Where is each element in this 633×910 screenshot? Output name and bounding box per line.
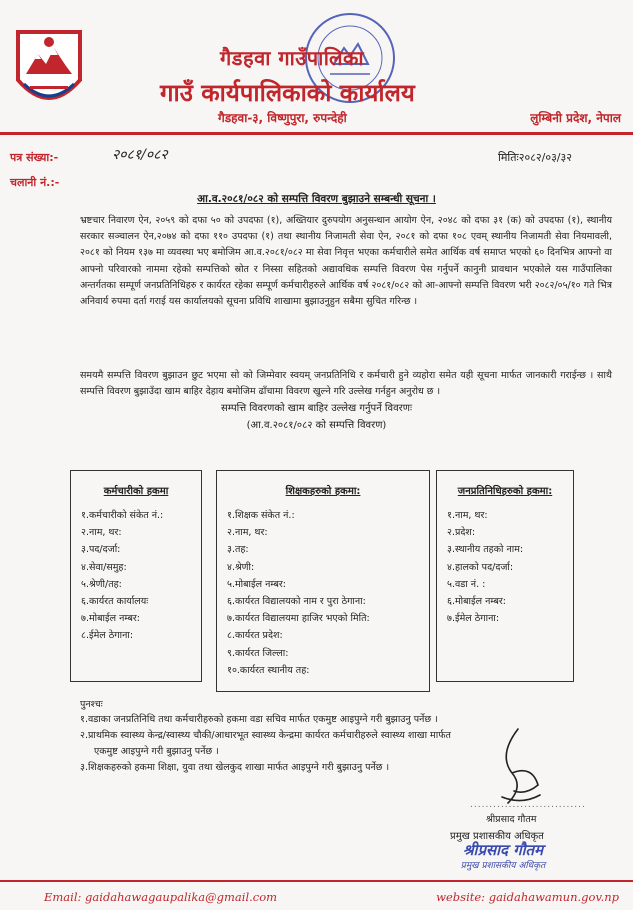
- note-1: १.वडाका जनप्रतिनिधि तथा कर्मचारीहरुको हकमा वडा सचिव मार्फत एकमुष्ट आइपुग्ने गरी बुझाउनु पर्नेछ ।: [80, 714, 438, 725]
- office-address: गैडहवा-३, विष्णुपुरा, रुपन्देही: [218, 111, 347, 125]
- staff-field-list: [71, 507, 201, 645]
- footer-website: website: gaidahawamun.gov.np: [436, 890, 619, 904]
- letter-date: मितिः२०८२/०३/३२: [498, 151, 572, 164]
- signature-line: ..............................: [470, 800, 586, 810]
- list-item: ५.वडा नं. :: [447, 578, 486, 590]
- staff-details-box: [70, 470, 202, 682]
- note-3: ३.शिक्षकहरुको हकमा शिक्षा, युवा तथा खेलकुद शाखा मार्फत आइपुग्ने गरी बुझाउनु पर्नेछ ।: [80, 762, 390, 773]
- list-item: ५.श्रेणी/तह:: [81, 578, 122, 590]
- list-item: ४.श्रेणी:: [227, 561, 255, 573]
- teacher-field-list: [217, 507, 429, 679]
- list-item: ६.कार्यरत विद्यालयको नाम र पुरा ठेगाना:: [227, 595, 366, 607]
- province-country: लुम्बिनी प्रदेश, नेपाल: [530, 111, 621, 125]
- staff-box-title: कर्मचारीको हकमा: [103, 486, 169, 497]
- list-item: ५.मोबाईल नम्बर:: [227, 578, 286, 590]
- list-item: ६.मोबाईल नम्बर:: [447, 595, 506, 607]
- list-item: ३.पद/दर्जा:: [81, 544, 121, 556]
- notice-subject: आ.व.२०८१/०८२ को सम्पत्ति विवरण बुझाउने सम्बन्धी सूचना ।: [197, 193, 436, 205]
- footer-email: Email: gaidahawagaupalika@gmail.com: [44, 890, 278, 904]
- list-item: ७.कार्यरत विद्यालयमा हाजिर भएको मिति:: [227, 613, 370, 625]
- list-item: ८.ईमेल ठेगाना:: [81, 630, 134, 642]
- list-item: ७.मोबाईल नम्बर:: [81, 613, 140, 625]
- list-item: ४.सेवा/समुह:: [81, 561, 127, 573]
- footer-divider: [0, 880, 633, 882]
- reference-number-value: २०८१/०८२: [112, 147, 168, 163]
- note-2: २.प्राथमिक स्वास्थ्य केन्द्र/स्वास्थ्य चौकी/आधारभूत स्वास्थ्य केन्द्रमा कार्यरत कर्मचारीहरुले स्वास्थ्य शाखा मार्फत: [80, 730, 451, 741]
- list-item: ६.कार्यरत कार्यालयः: [81, 595, 149, 607]
- dispatch-number-label: चलानी नं.:-: [10, 176, 60, 189]
- list-item: २.नाम, थर:: [227, 527, 268, 539]
- list-item: १.नाम, थर:: [447, 510, 488, 521]
- body-paragraph-1: भ्रष्टचार निवारण ऐन, २०५९ को दफा ५० को उपदफा (१), अख्तियार दुरुपयोग अनुसन्धान आयोग ऐन, २०४८ को दफा ३१ (क) को उपदफा (१), स्थानीय सरकार सञ्चालन ऐन,२०७४ को दफा ११० उपदफा (१) तथा स्थानीय निजामती सेवा ऐन, २०८१ को दफा १०८ एवम् स्थानीय निजामती सेवा नियमावली, २०८१ को नियम १३७ मा व्यवस्था भए बमोजिम आ.व.२०८१/०८२ मा सेवा निवृत्त भएका कर्मचारीले समेत आर्थिक वर्ष समाप्त भएको ६० दिनभित्र आफ्नो वा आफ्नो परिवारको नाममा रहेको सम्पत्तिको स्रोत र निस्सा सहितको अद्यावधिक सम्पत्ति विवरण पेस गर्नुपर्ने कानुनी प्रावधान भएकोले यस गाउँपालिका अन्तर्गतका सम्पूर्ण जनप्रतिनिधिहरु र कार्यरत रहेका सम्पूर्ण कर्मचारीहरुले आर्थिक वर्ष २०८१/०८२ को आ-आफ्नो सम्पत्ति विवरण भरी २०८२/०५/१० गते भित्र अनिवार्य रुपमा दर्ता गराई यस कार्यालयको सूचना प्रविधि शाखामा बुझाउनुहुन सबैमा सुचित गरिन्छ ।: [80, 215, 612, 308]
- nepal-government-emblem-icon: [8, 24, 90, 116]
- list-item: ४.हालको पद/दर्जा:: [447, 561, 514, 573]
- envelope-instruction: सम्पत्ति विवरणको खाम बाहिर उल्लेख गर्नुपर्ने विवरणः: [221, 403, 412, 414]
- list-item: १.शिक्षक संकेत नं.:: [227, 510, 295, 521]
- envelope-fiscal-year: (आ.व.२०८१/०८२ को सम्पत्ति विवरण): [246, 420, 387, 431]
- header-divider: [0, 132, 633, 135]
- signer-designation: प्रमुख प्रशासकीय अधिकृत: [450, 831, 544, 842]
- postscript-heading: पुनश्चः: [80, 699, 103, 710]
- office-name: गाउँ कार्यपालिकाको कार्यालय: [160, 79, 415, 107]
- list-item: ८.कार्यरत प्रदेश:: [227, 630, 283, 642]
- teacher-box-title: शिक्षकहरुको हकमा:: [285, 486, 361, 497]
- note-2-continued: एकमुष्ट आइपुग्ने गरी बुझाउनु पर्नेछ ।: [94, 746, 219, 757]
- teacher-details-box: [216, 470, 430, 692]
- representative-field-list: [437, 507, 573, 627]
- signer-name: श्रीप्रसाद गौतम: [486, 814, 537, 825]
- list-item: २.प्रदेश:: [447, 527, 476, 539]
- municipality-name: गैडहवा गाउँपालिका: [220, 46, 365, 70]
- stamp-designation: प्रमुख प्रशासकीय अधिकृत: [460, 861, 546, 871]
- body-paragraph-2: समयमै सम्पत्ति विवरण बुझाउन छुट भएमा सो को जिम्मेवार स्वयम् जनप्रतिनिधि र कर्मचारी हुने व्यहोरा समेत यही सूचना मार्फत जानकारी गराईन्छ । साथै सम्पत्ति विवरण बुझाउँदा खाम बाहिर देहाय बमोजिम ढाँचामा विवरण खुल्ने गरि उल्लेख गर्नहुन अनुरोध छ ।: [80, 370, 612, 398]
- stamp-name: श्रीप्रसाद गौतम: [462, 841, 544, 859]
- reference-number-label: पत्र संख्या:-: [10, 151, 59, 164]
- list-item: १०.कार्यरत स्थानीय तह:: [227, 664, 310, 676]
- representative-details-box: [436, 470, 574, 682]
- list-item: २.नाम, थर:: [81, 527, 122, 539]
- list-item: ३.तह:: [227, 544, 249, 556]
- list-item: १.कर्मचारीको संकेत नं.:: [81, 510, 164, 521]
- representative-box-title: जनप्रतिनिधिहरुको हकमा:: [457, 486, 553, 497]
- list-item: ७.ईमेल ठेगाना:: [447, 613, 500, 625]
- list-item: ३.स्थानीय तहको नाम:: [447, 544, 524, 556]
- name-stamp: [438, 842, 568, 874]
- list-item: ९.कार्यरत जिल्ला:: [227, 647, 289, 659]
